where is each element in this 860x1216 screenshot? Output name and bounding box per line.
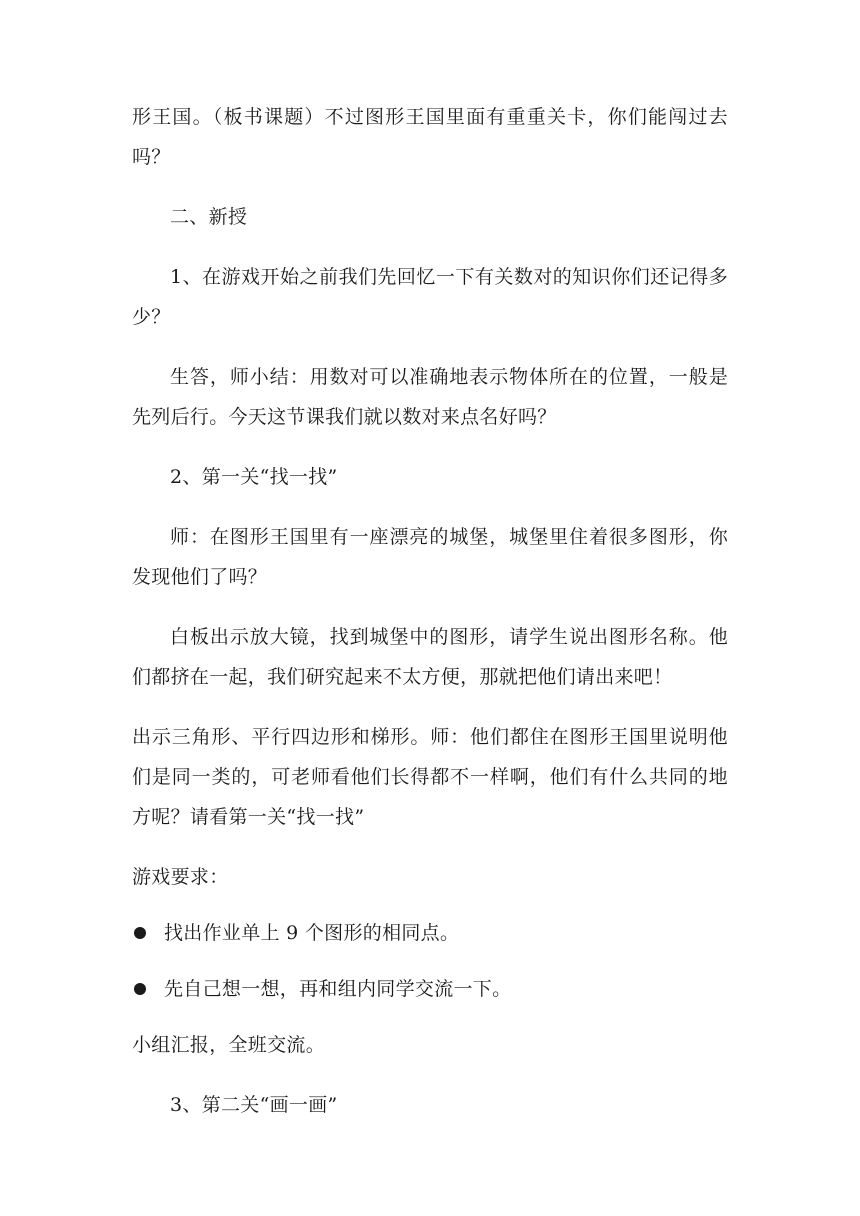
section-heading-new-lesson: 二、新授 (170, 206, 248, 228)
heading-level-one: 2、第一关“找一找” (170, 466, 338, 488)
heading-level-two: 3、第二关“画一画” (170, 1094, 338, 1116)
paragraph-review-question: 1、在游戏开始之前我们先回忆一下有关数对的知识你们还记得多少？ (132, 266, 728, 328)
bullet-item-text: 先自己想一想，再和组内同学交流一下。 (164, 978, 512, 1000)
bullet-item (132, 969, 728, 1009)
paragraph-shapes-shown: 出示三角形、平行四边形和梯形。师：他们都住在图形王国里说明他们是同一类的，可老师看他们长得都不一样啊，他们有什么共同的地方呢？请看第一关“找一找” (132, 726, 728, 828)
game-requirements-label: 游戏要求： (132, 866, 229, 888)
bullet-item (132, 913, 728, 953)
paragraph-castle-intro: 师：在图形王国里有一座漂亮的城堡，城堡里住着很多图形，你发现他们了吗？ (132, 526, 728, 588)
bullet-dot-icon (134, 927, 146, 939)
paragraph-teacher-summary: 生答，师小结：用数对可以准确地表示物体所在的位置，一般是先列后行。今天这节课我们就以数对来点名好吗？ (132, 366, 728, 428)
paragraph-intro-continuation: 形王国。（板书课题）不过图形王国里面有重重关卡，你们能闯过去吗？ (132, 106, 728, 168)
document-body (132, 97, 728, 1145)
bullet-item-text: 找出作业单上 9 个图形的相同点。 (164, 922, 460, 944)
paragraph-magnifier: 白板出示放大镜，找到城堡中的图形，请学生说出图形名称。他们都挤在一起，我们研究起来不太方便，那就把他们请出来吧！ (132, 626, 728, 688)
bullet-dot-icon (134, 983, 146, 995)
paragraph-group-report: 小组汇报，全班交流。 (132, 1034, 326, 1056)
